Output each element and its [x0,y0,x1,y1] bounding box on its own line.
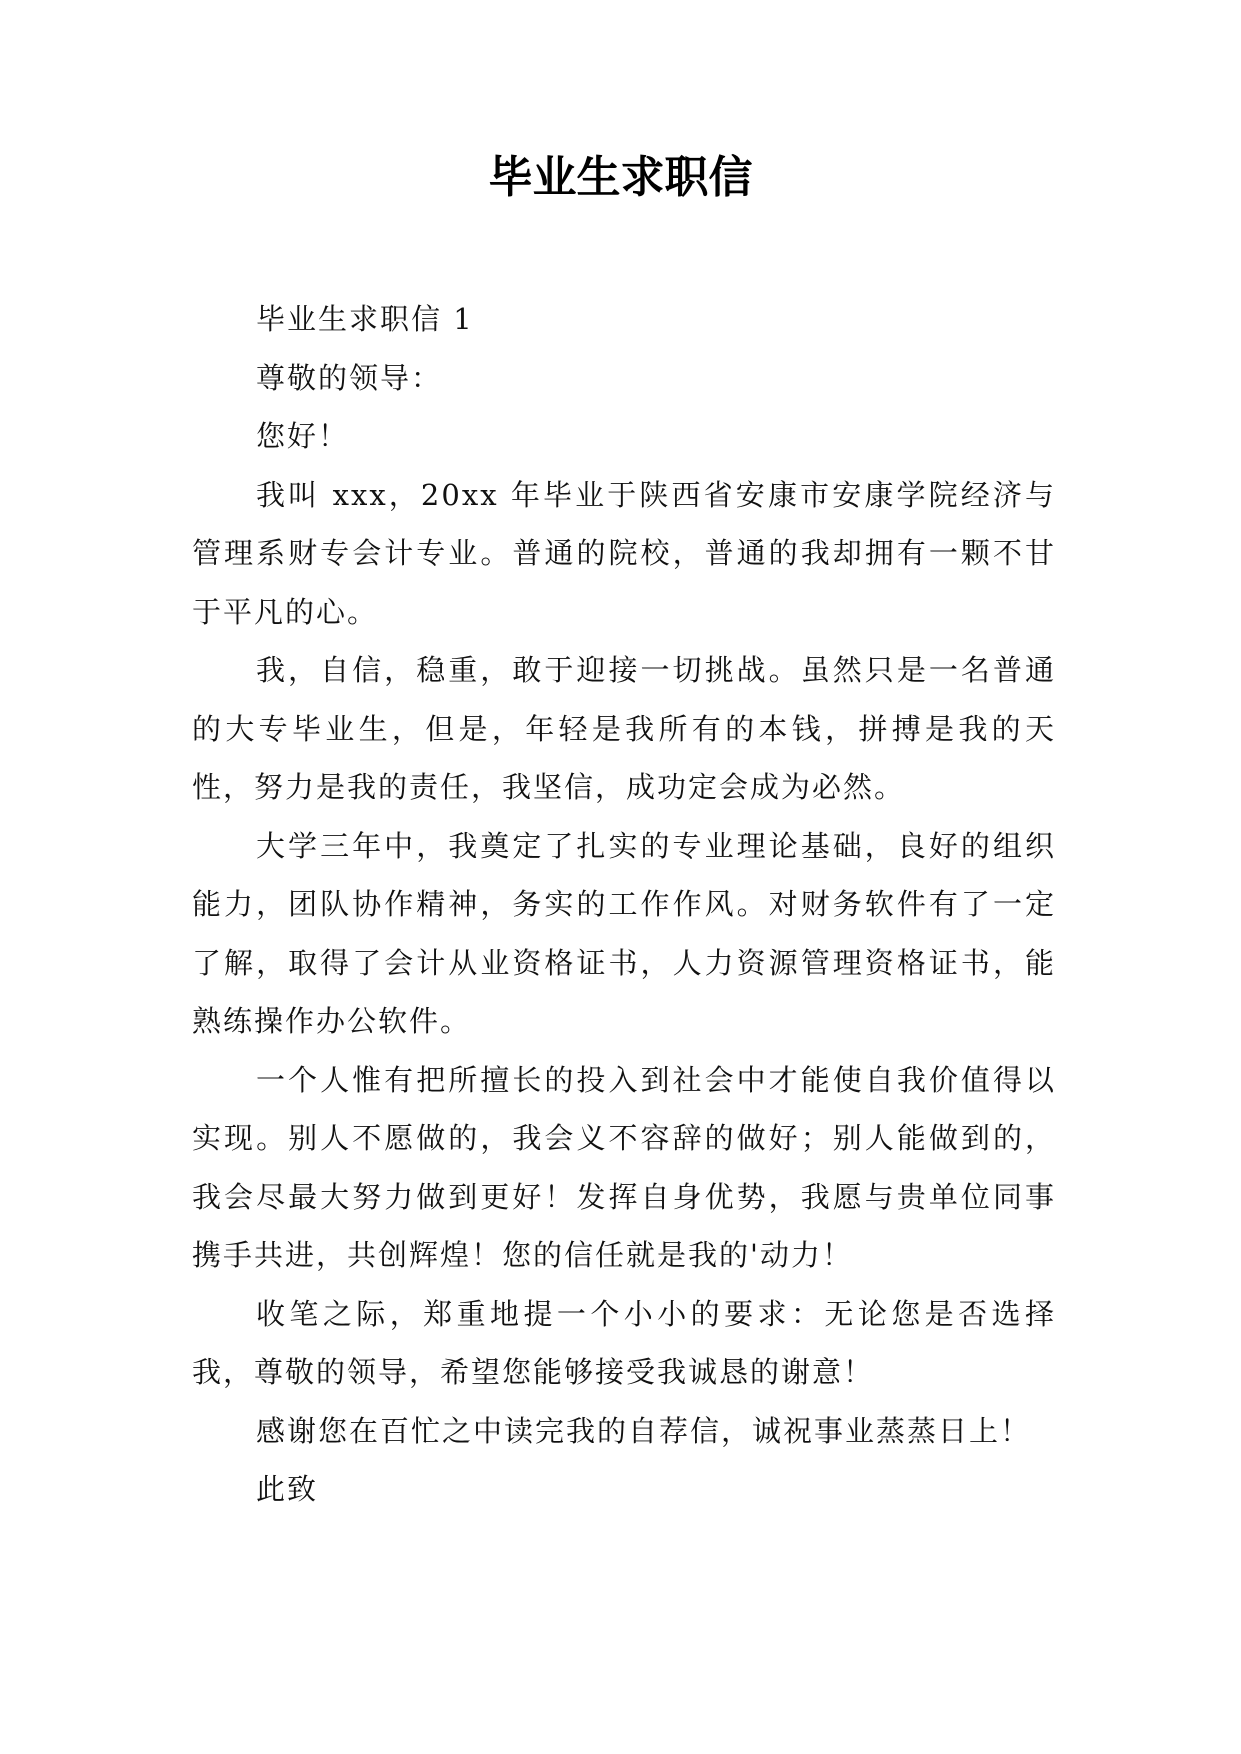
letter-paragraph-thanks: 感谢您在百忙之中读完我的自荐信，诚祝事业蒸蒸日上！ [256,1413,1032,1448]
letter-paragraph-intro: 我叫 xxx，20xx 年毕业于陕西省安康市安康学院经济与管理系财专会计专业。普通的院校，普通的我却拥有一颗不甘于平凡的心。 [192,477,1056,629]
document-body [192,290,1056,1519]
letter-greeting: 您好！ [256,419,350,453]
letter-paragraph-skills: 大学三年中，我奠定了扎实的专业理论基础，良好的组织能力，团队协作精神，务实的工作作风。对财务软件有了一定了解，取得了会计从业资格证书，人力资源管理资格证书，能熟练操作办公软件。 [192,828,1056,1038]
letter-paragraph-request: 收笔之际，郑重地提一个小小的要求：无论您是否选择我，尊敬的领导，希望您能够接受我诚恳的谢意！ [192,1296,1056,1389]
letter-salutation: 尊敬的领导： [256,360,443,395]
letter-subtitle: 毕业生求职信 1 [256,302,474,336]
letter-paragraph-character: 我，自信，稳重，敢于迎接一切挑战。虽然只是一名普通的大专毕业生，但是，年轻是我所有的本钱，拼搏是我的天性，努力是我的责任，我坚信，成功定会成为必然。 [192,653,1056,804]
letter-paragraph-values: 一个人惟有把所擅长的投入到社会中才能使自我价值得以实现。别人不愿做的，我会义不容辞的做好；别人能做到的，我会尽最大努力做到更好！发挥自身优势，我愿与贵单位同事携手共进，共创辉煌！您的信任就是我的'动力！ [192,1062,1056,1272]
document-title: 毕业生求职信 [488,152,753,203]
letter-closing: 此致 [256,1472,319,1506]
